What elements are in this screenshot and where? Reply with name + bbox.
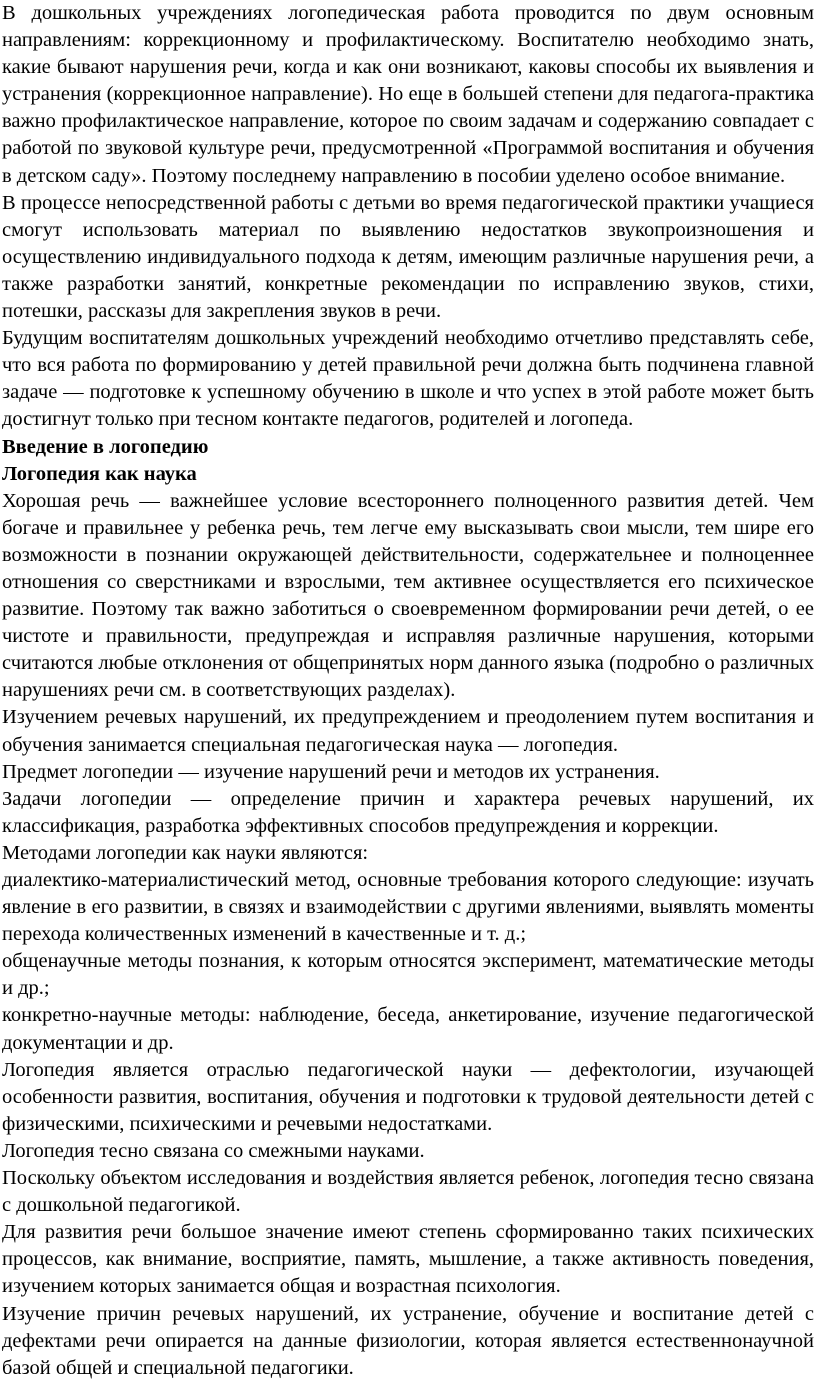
body-paragraph: Поскольку объектом исследования и воздействия является ребенок, логопедия тесно связана с дошкольной педагогикой. [2, 1167, 814, 1217]
intro-paragraph: В процессе непосредственной работы с детьми во время педагогической практики учащиеся смогут использовать материал по выявлению недостатков звукопроизношения и осуществлению индивидуального подхода к детям, имеющим различные нарушения речи, а также разработки занятий, конкретные рекомендации по исправлению звуков, стихи, потешки, рассказы для закрепления звуков в речи. [2, 191, 814, 323]
body-paragraph: Хорошая речь — важнейшее условие всестороннего полноценного развития детей. Чем богаче и правильнее у ребенка речь, тем легче ему высказывать свои мысли, тем шире его возможности в познании окружающей действительности, содержательнее и полноценнее отношения со сверстниками и взрослыми, тем активнее осуществляется его психическое развитие. Поэтому так важно заботиться о своевременном формировании речи детей, о ее чистоте и правильности, предупреждая и исправляя различные нарушения, которыми считаются любые отклонения от общепринятых норм данного языка (подробно о различных нарушениях речи см. в соответствующих разделах). [2, 489, 814, 702]
subsection-heading: Логопедия как наука [2, 462, 197, 485]
body-paragraph: Изучением речевых нарушений, их предупреждением и преодолением путем воспитания и обучения занимается специальная педагогическая наука — логопедия. [2, 706, 814, 756]
body-paragraph: Изучение причин речевых нарушений, их устранение, обучение и воспитание детей с дефектами речи опирается на данные физиологии, которая является естественнонаучной базой общей и специальной педагогики. [2, 1302, 814, 1379]
body-paragraph: Задачи логопедии — определение причин и характера речевых нарушений, их классификация, разработка эффективных способов предупреждения и коррекции. [2, 787, 814, 837]
list-item: общенаучные методы познания, к которым относятся эксперимент, математические методы и др.; [2, 950, 814, 1000]
body-paragraph: Методами логопедии как науки являются: [2, 841, 369, 864]
body-paragraph: Для развития речи большое значение имеют степень сформированно таких психических процессов, как внимание, восприятие, память, мышление, а также активность поведения, изучением которых занимается общая и возрастная психология. [2, 1221, 814, 1298]
list-item: диалектико-материалистический метод, основные требования которого следующие: изучать явление в его развитии, в связях и взаимодействии с другими явлениями, выявлять моменты перехода количественных изменений в качественные и т. д.; [2, 869, 814, 946]
body-paragraph: Логопедия является отраслью педагогической науки — дефектологии, изучающей особенности развития, воспитания, обучения и подготовки к трудовой деятельности детей с физическими, психическими и речевыми недостатками. [2, 1058, 814, 1135]
section-heading: Введение в логопедию [2, 435, 209, 458]
intro-paragraph: В дошкольных учреждениях логопедическая работа проводится по двум основным направлениям: коррекционному и профилактическому. Воспитателю необходимо знать, какие бывают нарушения речи, когда и как они возникают, каковы способы их выявления и устранения (коррекционное направление). Но еще в большей степени для педагога-практика важно профилактическое направление, которое по своим задачам и содержанию совпадает с работой по звуковой культуре речи, предусмотренной «Программой воспитания и обучения в детском саду». Поэтому последнему направлению в пособии уделено особое внимание. [2, 2, 814, 187]
list-item: конкретно-научные методы: наблюдение, беседа, анкетирование, изучение педагогической документации и др. [2, 1004, 814, 1054]
intro-paragraph: Будущим воспитателям дошкольных учреждений необходимо отчетливо представлять себе, что вся работа по формированию у детей правильной речи должна быть подчинена главной задаче — подготовке к успешному обучению в школе и что успех в этой работе может быть достигнут только при тесном контакте педагогов, родителей и логопеда. [2, 327, 814, 431]
body-paragraph: Логопедия тесно связана со смежными науками. [2, 1139, 425, 1162]
body-paragraph: Предмет логопедии — изучение нарушений речи и методов их устранения. [2, 760, 660, 783]
